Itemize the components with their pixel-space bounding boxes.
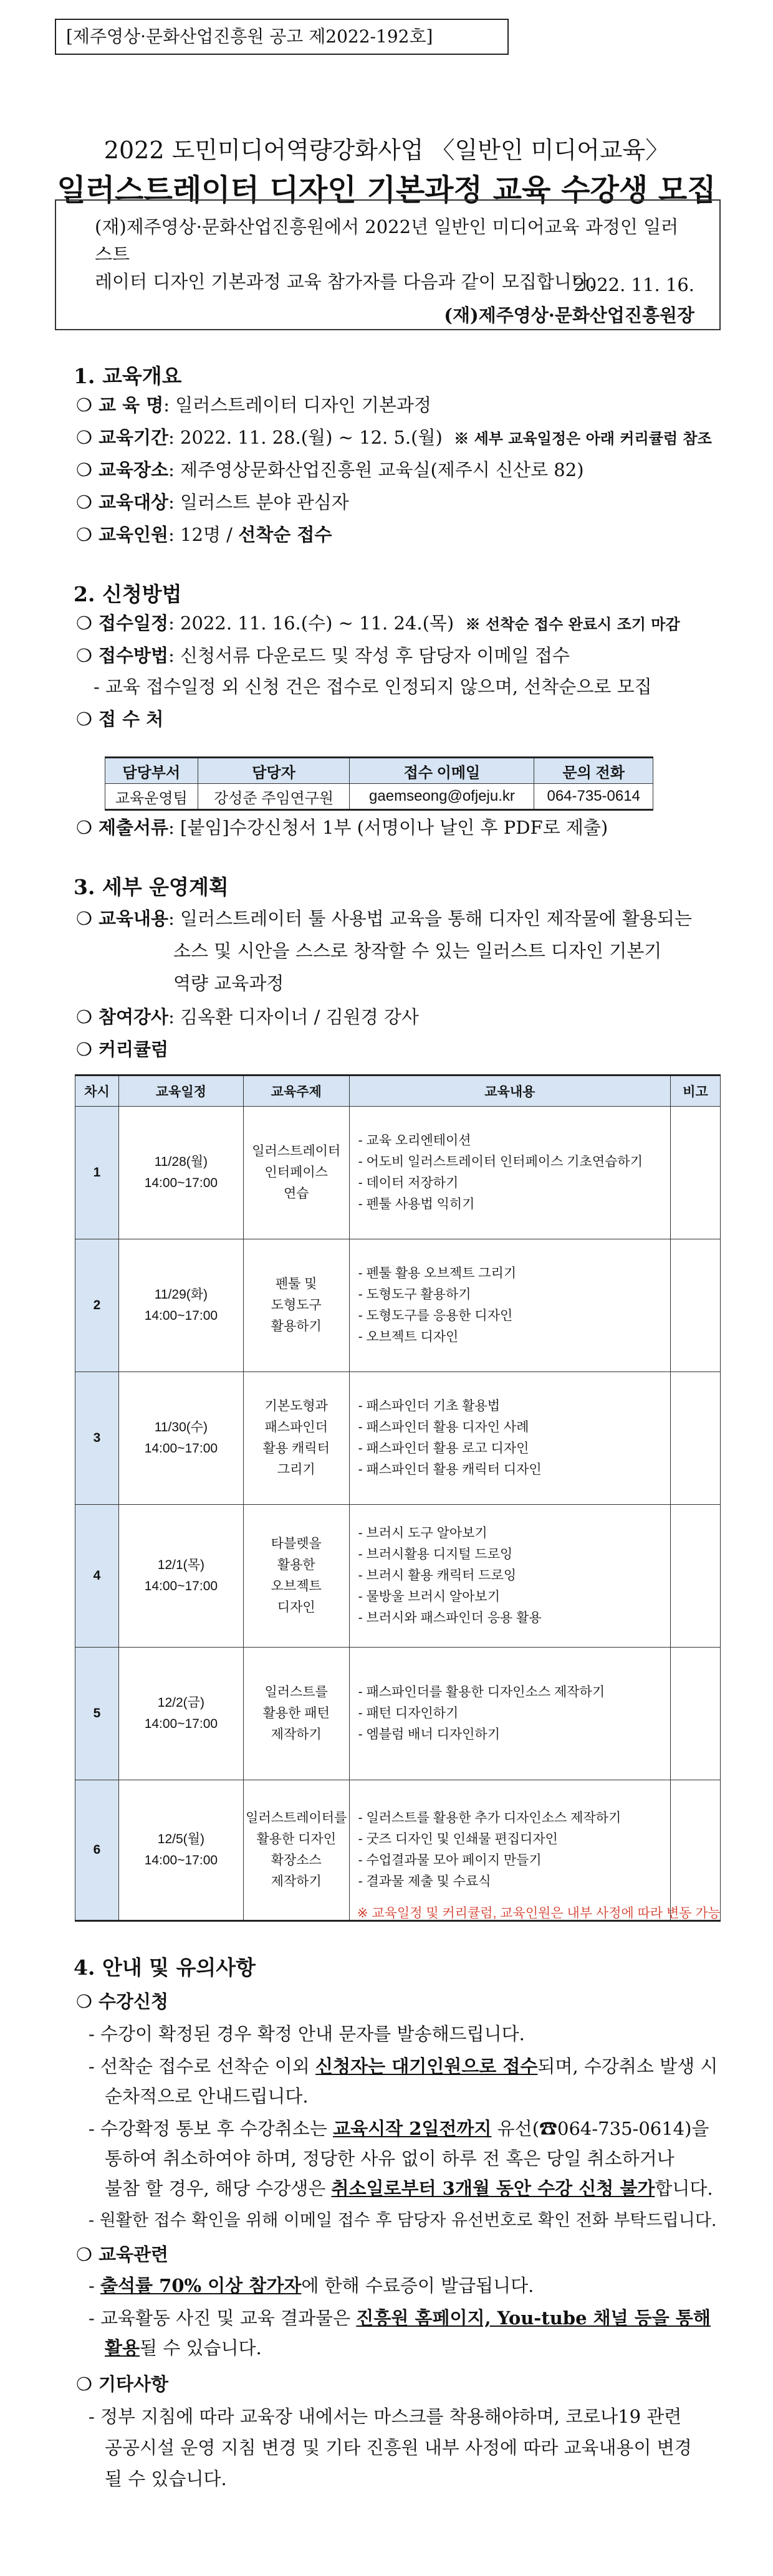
contact-email[interactable]: gaemseong@ofjeju.kr (350, 784, 534, 810)
docs-item: ❍ 제출서류: [붙임]수강신청서 1부 (서명이나 날인 후 PDF로 제출) (76, 814, 608, 841)
circle-bullet-icon: ❍ (76, 1006, 92, 1028)
info-item: ❍ 교육인원: 12명 / 선착순 접수 (76, 521, 332, 548)
circle-bullet-icon: ❍ (76, 394, 92, 416)
info-item: ❍ 교육장소: 제주영상문화산업진흥원 교육실(제주시 신산로 82) (76, 456, 584, 484)
table-row: 6 12/5(월) 14:00~17:00 일러스트레이터를 활용한 디자인 확장소스 제작하기 - 일러스트를 활용한 추가 디자인소스 제작하기 - 굿즈 디자인 및 인쇄물 편집디자인 - 수업결과물 모아 페이지 만들기 - 결과물 제출 및 수료식 (75, 1780, 721, 1921)
notice-line: - 출석률 70% 이상 참가자에 한해 수료증이 발급됩니다. (89, 2275, 534, 2296)
circle-bullet-icon: ❍ (76, 524, 92, 545)
curriculum-header: 차시 (75, 1076, 119, 1107)
circle-bullet-icon: ❍ (76, 1991, 92, 2012)
section-heading: 2. 신청방법 (74, 582, 182, 606)
contact-cell: 강성준 주임연구원 (198, 784, 350, 810)
intro-box (55, 199, 721, 330)
content-line: 소스 및 시안을 스스로 창작할 수 있는 일러스트 디자인 기본기 (173, 940, 662, 961)
method-note: - 교육 접수일정 외 신청 건은 접수로 인정되지 않으며, 선착순으로 모집 (94, 676, 652, 697)
table-row: 4 12/1(목) 14:00~17:00 타블렛을 활용한 오브젝트 디자인 - 브러시 도구 알아보기 - 브러시활용 디지털 드로잉 - 브러시 활용 캐릭터 드로잉 - 물방울 브러시 알아보기 - 브러시와 패스파인더 응용 활용 (75, 1505, 721, 1648)
issuing-organization: (재)제주영상·문화산업진흥원장 (444, 305, 694, 326)
table-row: 1 11/28(월) 14:00~17:00 일러스트레이터 인터페이스 연습 - 교육 오리엔테이션 - 어도비 일러스트레이터 인터페이스 기초연습하기 - 데이터 저장하기 - 펜툴 사용법 익히기 (75, 1107, 721, 1239)
section-heading: 1. 교육개요 (74, 364, 182, 388)
circle-bullet-icon: ❍ (76, 817, 92, 838)
circle-bullet-icon: ❍ (76, 492, 92, 513)
contact-header: 담당자 (198, 758, 350, 784)
circle-bullet-icon: ❍ (76, 908, 92, 929)
subsection-heading: ❍ 교육관련 (76, 2241, 168, 2268)
schedule-item: ❍ 접수일정: 2022. 11. 16.(수) ~ 11. 24.(목) ※ 선착순 접수 완료시 조기 마감 (76, 609, 680, 638)
table-row: 2 11/29(화) 14:00~17:00 펜툴 및 도형도구 활용하기 - 펜툴 활용 오브젝트 그리기 - 도형도구 활용하기 - 도형도구를 응용한 디자인 - 오브젝트 디자인 (75, 1239, 721, 1372)
notice-line: - 교육활동 사진 및 교육 결과물은 진흥원 홈페이지, You-tube 채널 등을 통해 (89, 2307, 711, 2329)
content-item: ❍ 교육내용: 일러스트레이터 툴 사용법 교육을 통해 디자인 제작물에 활용되는 (76, 905, 692, 932)
circle-bullet-icon: ❍ (76, 613, 92, 634)
contact-header: 접수 이메일 (350, 758, 534, 784)
page-title: 일러스트레이터 디자인 기본과정 교육 수강생 모집 (57, 173, 716, 208)
notice-line: 순차적으로 안내드립니다. (105, 2086, 309, 2107)
notice-line: 통하여 취소하여야 하며, 정당한 사유 없이 하루 전 혹은 당일 취소하거나 (105, 2148, 675, 2169)
intro-line: (재)제주영상·문화산업진흥원에서 2022년 일반인 미디어교육 과정인 일러스트 (95, 216, 679, 265)
curriculum-header: 비고 (671, 1076, 721, 1107)
info-item: ❍ 교육대상: 일러스트 분야 관심자 (76, 489, 349, 516)
subsection-heading: ❍ 수강신청 (76, 1988, 168, 2015)
contact-table (105, 756, 653, 811)
table-row: 3 11/30(수) 14:00~17:00 기본도형과 패스파인더 활용 캐릭터 그리기 - 패스파인더 기초 활용법 - 패스파인더 활용 디자인 사례 - 패스파인더 활용 로고 디자인 - 패스파인더 활용 캐릭터 디자인 (75, 1372, 721, 1505)
intro-line: 레이터 디자인 기본과정 교육 참가자를 다음과 같이 모집합니다. (95, 271, 595, 292)
circle-bullet-icon: ❍ (76, 2244, 92, 2265)
info-item: ❍ 교육기간: 2022. 11. 28.(월) ~ 12. 5.(월) ※ 세부 교육일정은 아래 커리큘럼 참조 (76, 424, 712, 452)
notice-number: [제주영상·문화산업진흥원 공고 제2022-192호] (55, 19, 509, 55)
subsection-heading: ❍ 기타사항 (76, 2370, 168, 2398)
contact-cell: 교육운영팀 (105, 784, 198, 810)
curriculum-header: 교육내용 (349, 1076, 670, 1107)
page-subtitle: 2022 도민미디어역량강화사업 〈일반인 미디어교육〉 (103, 136, 670, 164)
circle-bullet-icon: ❍ (76, 1039, 92, 1060)
receiver-item: ❍ 접 수 처 (76, 705, 163, 733)
section-heading: 4. 안내 및 유의사항 (74, 1955, 256, 1980)
info-item: ❍ 교 육 명: 일러스트레이터 디자인 기본과정 (76, 391, 431, 419)
notice-line: 공공시설 운영 지침 변경 및 기타 진흥원 내부 사정에 따라 교육내용이 변경 (105, 2437, 692, 2458)
notice-line: 활용될 수 있습니다. (105, 2337, 262, 2359)
contact-header: 문의 전화 (534, 758, 653, 784)
curriculum-header: 교육주제 (243, 1076, 349, 1107)
content-line: 역량 교육과정 (173, 973, 284, 994)
circle-bullet-icon: ❍ (76, 708, 92, 730)
notice-line: - 선착순 접수로 선착순 이외 신청자는 대기인원으로 접수되며, 수강취소 발생 시 (89, 2056, 718, 2077)
circle-bullet-icon: ❍ (76, 645, 92, 666)
curriculum-item: ❍ 커리큘럼 (76, 1036, 168, 1063)
notice-line: - 정부 지침에 따라 교육장 내에서는 마스크를 착용해야하며, 코로나19 관련 (89, 2406, 682, 2427)
curriculum-header: 교육일정 (118, 1076, 243, 1107)
announcement-date: 2022. 11. 16. (574, 274, 694, 295)
table-row: 5 12/2(금) 14:00~17:00 일러스트를 활용한 패턴 제작하기 - 패스파인더를 활용한 디자인소스 제작하기 - 패턴 디자인하기 - 엠블럼 배너 디자인하기 (75, 1648, 721, 1780)
notice-line: - 원활한 접수 확인을 위해 이메일 접수 후 담당자 유선번호로 확인 전화 부탁드립니다. (89, 2211, 717, 2230)
section-heading: 3. 세부 운영계획 (74, 875, 229, 899)
notice-line: 될 수 있습니다. (105, 2468, 227, 2489)
table-footnote: ※ 교육일정 및 커리큘럼, 교육인원은 내부 사정에 따라 변동 가능 (357, 1906, 721, 1920)
circle-bullet-icon: ❍ (76, 2373, 92, 2395)
contact-header: 담당부서 (105, 758, 198, 784)
notice-line: - 수강확정 통보 후 수강취소는 교육시작 2일전까지 유선(☎064-735-0614)을 (89, 2118, 709, 2139)
curriculum-table (75, 1074, 721, 1922)
notice-line: 불참 할 경우, 해당 수강생은 취소일로부터 3개월 동안 수강 신청 불가합니다. (105, 2178, 713, 2199)
method-item: ❍ 접수방법: 신청서류 다운로드 및 작성 후 담당자 이메일 접수 (76, 642, 570, 669)
circle-bullet-icon: ❍ (76, 459, 92, 480)
notice-line: - 수강이 확정된 경우 확정 안내 문자를 발송해드립니다. (89, 2023, 525, 2044)
circle-bullet-icon: ❍ (76, 427, 92, 448)
contact-phone: 064-735-0614 (534, 784, 653, 810)
instructor-item: ❍ 참여강사: 김옥환 디자이너 / 김원경 강사 (76, 1003, 419, 1031)
